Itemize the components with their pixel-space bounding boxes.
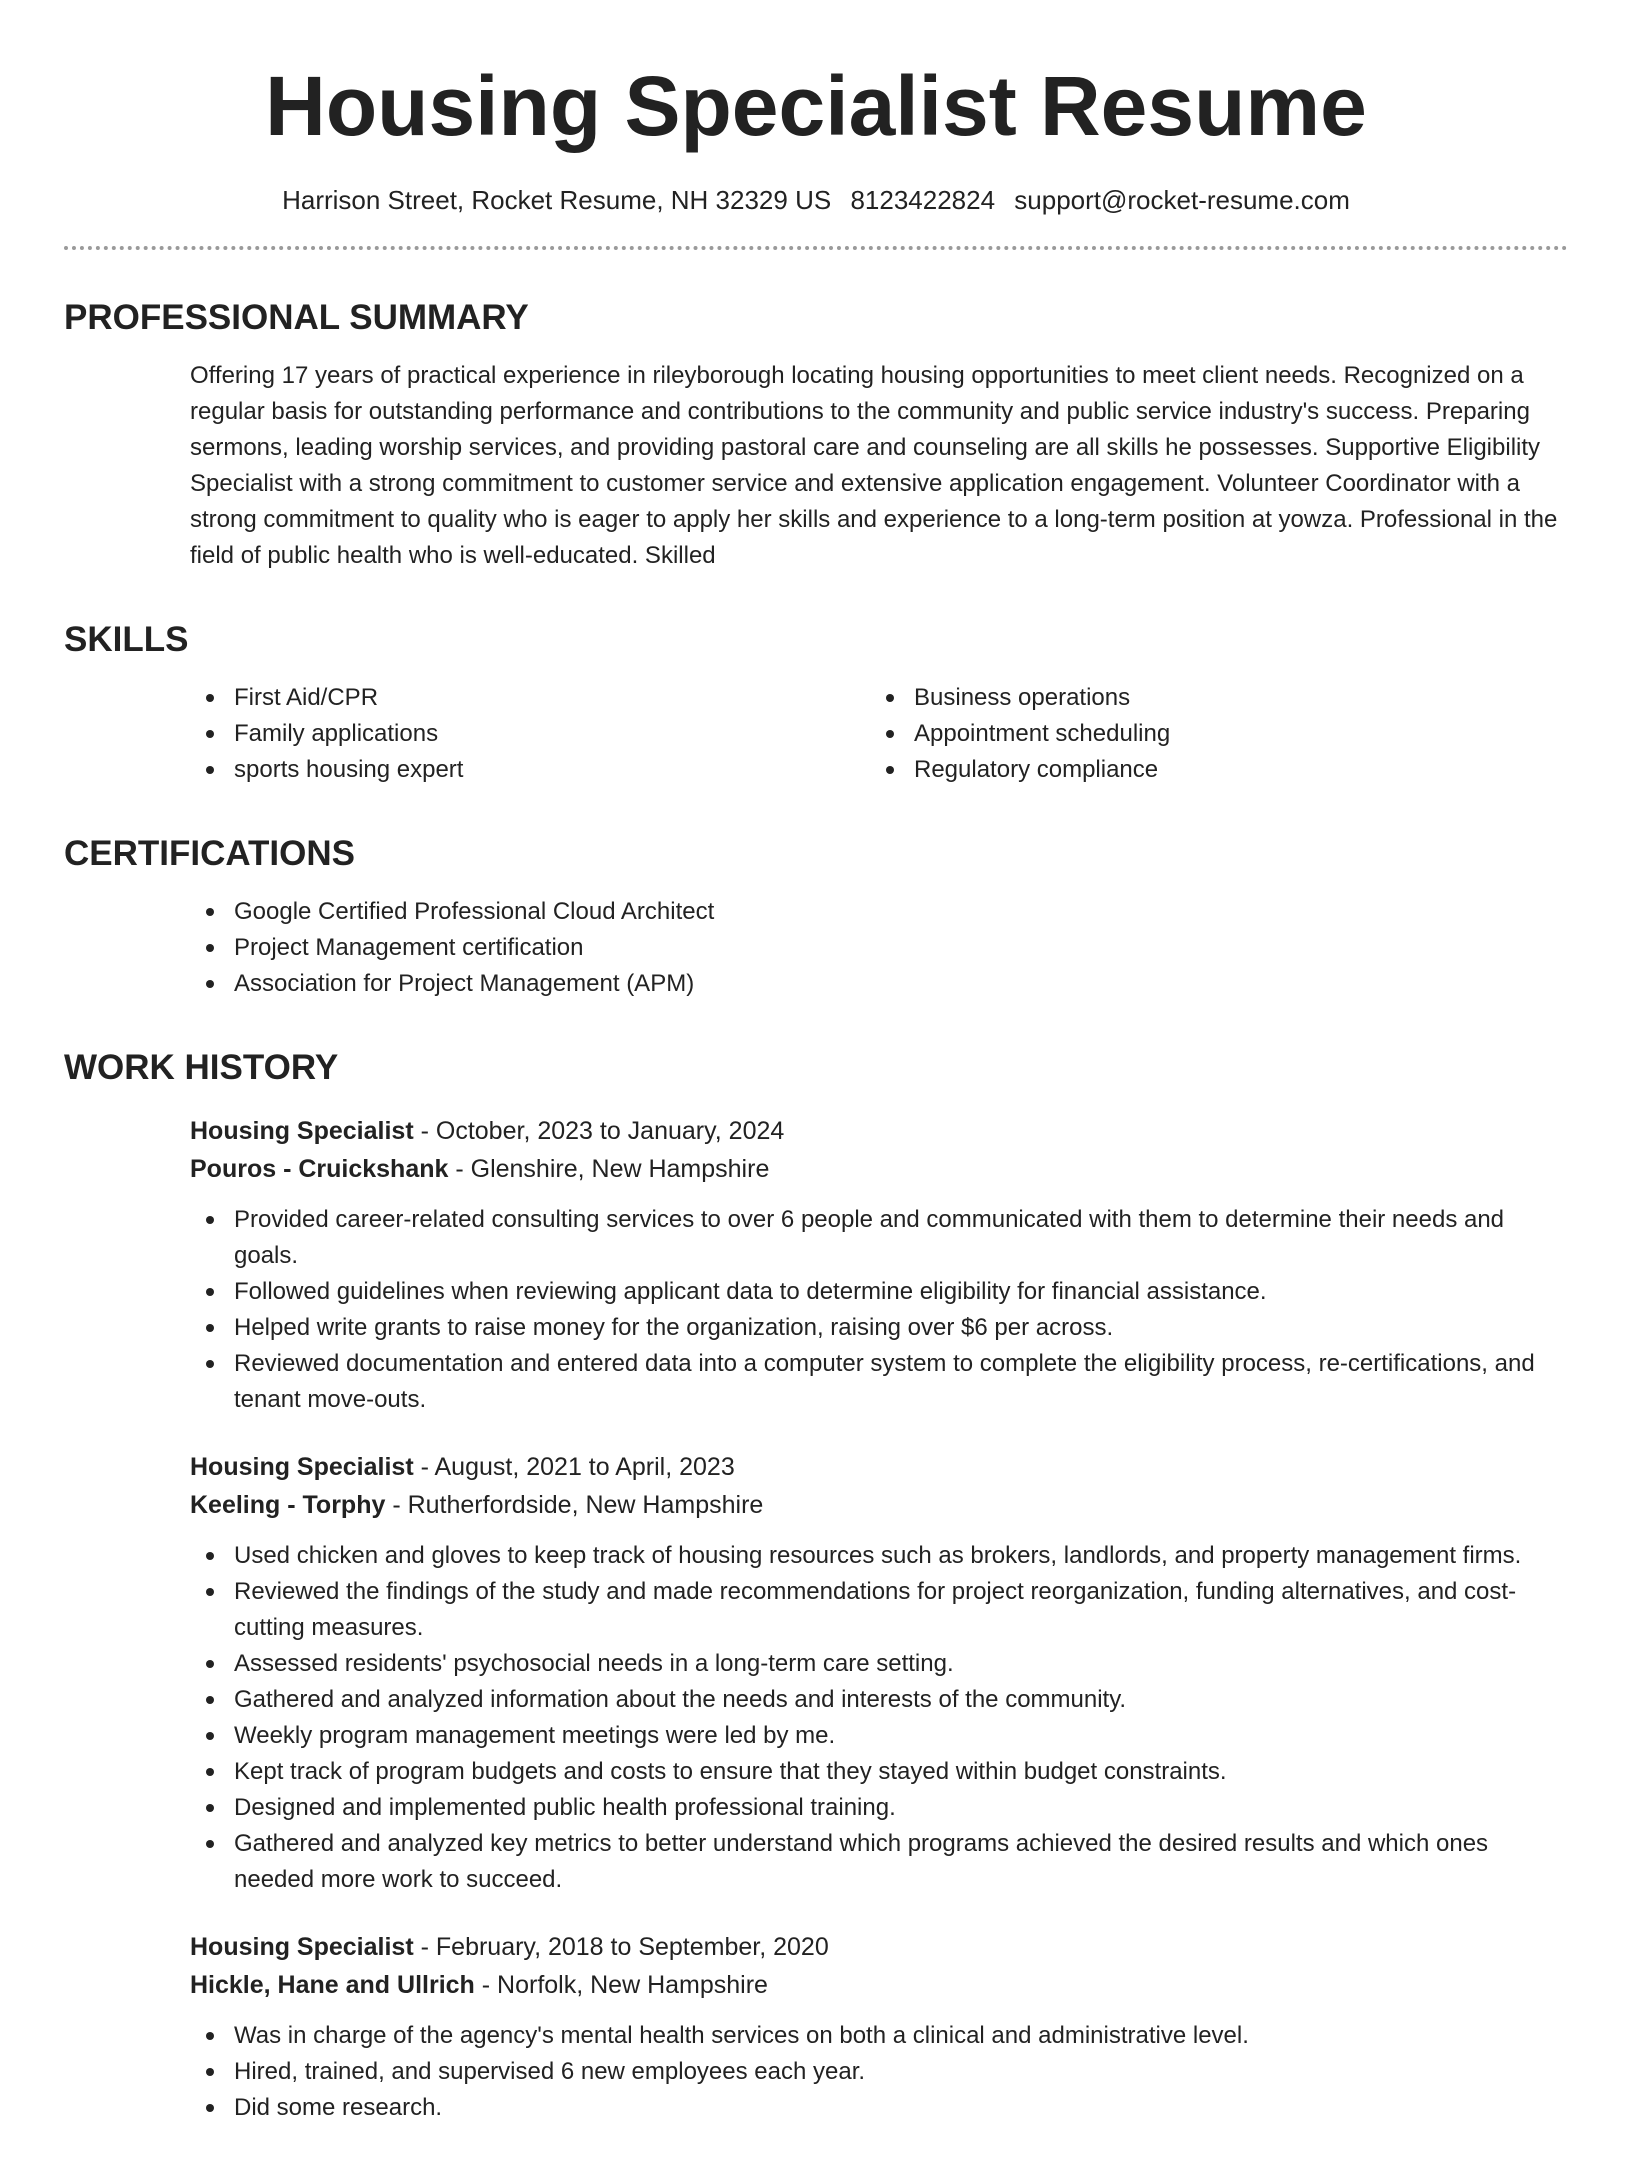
job-dates: - August, 2021 to April, 2023: [413, 1453, 735, 1481]
contact-phone: 8123422824: [850, 185, 996, 215]
skill-item: Appointment scheduling: [870, 716, 1550, 752]
skills-grid: [190, 680, 1568, 788]
job-location: - Glenshire, New Hampshire: [448, 1155, 770, 1183]
job-location: - Norfolk, New Hampshire: [474, 1971, 768, 1999]
job-bullets: [190, 2018, 1568, 2126]
skill-item: sports housing expert: [190, 752, 870, 788]
job-dates: - October, 2023 to January, 2024: [413, 1117, 785, 1145]
skill-item: Regulatory compliance: [870, 752, 1550, 788]
job-bullet: Helped write grants to raise money for the organization, raising over $6 per across.: [190, 1310, 1568, 1346]
job-title-line: [190, 1112, 1568, 1150]
job-bullet: Reviewed documentation and entered data into a computer system to complete the eligibility process, re-certifications, and tenant move-outs.: [190, 1346, 1568, 1418]
job-bullet: Reviewed the findings of the study and made recommendations for project reorganization, funding alternatives, and cost-cutting measures.: [190, 1574, 1568, 1646]
skill-item: Family applications: [190, 716, 870, 752]
skills-list-left: [190, 680, 870, 788]
job-title: Housing Specialist: [190, 1117, 414, 1145]
job-bullet: Hired, trained, and supervised 6 new employees each year.: [190, 2054, 1568, 2090]
contact-line: [64, 182, 1568, 218]
job-title: Housing Specialist: [190, 1453, 414, 1481]
job-bullet: Gathered and analyzed key metrics to better understand which programs achieved the desired results and which ones needed more work to succeed.: [190, 1826, 1568, 1898]
skill-item: First Aid/CPR: [190, 680, 870, 716]
job-bullets: [190, 1538, 1568, 1898]
job-title-line: [190, 1448, 1568, 1486]
resume-page: [0, 56, 1632, 2168]
skill-item: Business operations: [870, 680, 1550, 716]
summary-text: Offering 17 years of practical experience in rileyborough locating housing opportunities to meet client needs. Recognized on a regular basis for outstanding performance and contributions to the community and public service industry's success. Preparing sermons, leading worship services, and providing pastoral care and counseling are all skills he possesses. Supportive Eligibility Specialist with a strong commitment to customer service and extensive application engagement. Volunteer Coordinator with a strong commitment to quality who is eager to apply her skills and experience to a long-term position at yowza. Professional in the field of public health who is well-educated. Skilled: [190, 362, 1558, 569]
job-company-line: [190, 1486, 1568, 1524]
skills-heading: SKILLS: [64, 620, 189, 659]
work-history-heading: WORK HISTORY: [64, 1048, 339, 1087]
contact-address: Harrison Street, Rocket Resume, NH 32329 US: [282, 185, 832, 215]
job-bullet: Gathered and analyzed information about the needs and interests of the community.: [190, 1682, 1568, 1718]
certification-item: Association for Project Management (APM): [190, 966, 1568, 1002]
header-divider: [64, 246, 1568, 250]
certifications-list: [190, 894, 1568, 1002]
job-entry: [190, 1112, 1568, 1418]
certifications-heading: CERTIFICATIONS: [64, 834, 356, 873]
summary-heading: PROFESSIONAL SUMMARY: [64, 298, 529, 337]
certification-item: Google Certified Professional Cloud Architect: [190, 894, 1568, 930]
job-company: Hickle, Hane and Ullrich: [190, 1971, 475, 1999]
job-bullet: Designed and implemented public health professional training.: [190, 1790, 1568, 1826]
job-bullet: Provided career-related consulting services to over 6 people and communicated with them to determine their needs and goals.: [190, 1202, 1568, 1274]
job-location: - Rutherfordside, New Hampshire: [385, 1491, 764, 1519]
certification-item: Project Management certification: [190, 930, 1568, 966]
job-bullets: [190, 1202, 1568, 1418]
job-company-line: [190, 1966, 1568, 2004]
skills-list-right: [870, 680, 1550, 788]
job-entry: [190, 1928, 1568, 2126]
job-company: Keeling - Torphy: [190, 1491, 386, 1519]
resume-title: Housing Specialist Resume: [265, 59, 1367, 153]
job-bullet: Assessed residents' psychosocial needs in a long-term care setting.: [190, 1646, 1568, 1682]
job-entry: [190, 1448, 1568, 1898]
job-bullet: Used chicken and gloves to keep track of housing resources such as brokers, landlords, and property management firms.: [190, 1538, 1568, 1574]
job-title: Housing Specialist: [190, 1933, 414, 1961]
job-dates: - February, 2018 to September, 2020: [413, 1933, 829, 1961]
job-company: Pouros - Cruickshank: [190, 1155, 449, 1183]
job-bullet: Weekly program management meetings were led by me.: [190, 1718, 1568, 1754]
job-title-line: [190, 1928, 1568, 1966]
job-bullet: Did some research.: [190, 2090, 1568, 2126]
job-bullet: Kept track of program budgets and costs to ensure that they stayed within budget constraints.: [190, 1754, 1568, 1790]
job-bullet: Followed guidelines when reviewing applicant data to determine eligibility for financial assistance.: [190, 1274, 1568, 1310]
contact-email[interactable]: support@rocket-resume.com: [1014, 185, 1350, 215]
job-bullet: Was in charge of the agency's mental health services on both a clinical and administrative level.: [190, 2018, 1568, 2054]
job-company-line: [190, 1150, 1568, 1188]
